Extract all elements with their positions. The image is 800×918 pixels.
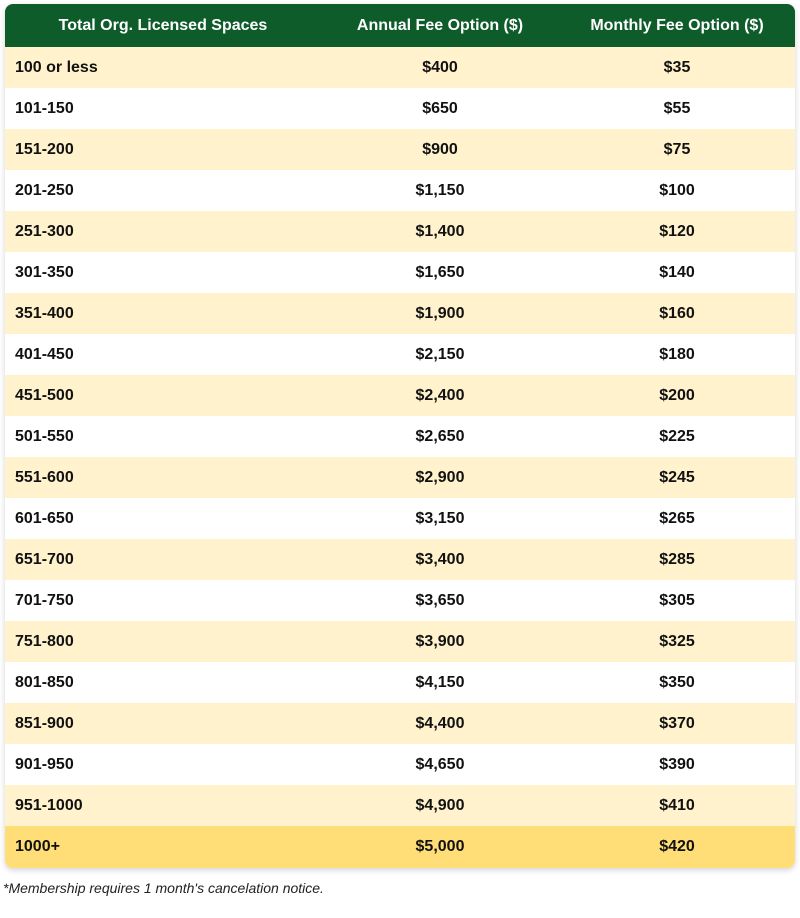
cell-licensed-spaces: 651-700 <box>15 550 74 568</box>
table-row <box>5 662 795 703</box>
table-body <box>5 47 795 868</box>
cell-licensed-spaces: 151-200 <box>15 140 74 158</box>
cell-annual-fee: $4,400 <box>415 714 465 732</box>
cell-licensed-spaces: 451-500 <box>15 386 74 404</box>
cell-licensed-spaces: 101-150 <box>15 99 74 117</box>
cell-monthly-fee: $305 <box>659 591 695 609</box>
cell-monthly-fee: $225 <box>659 427 695 445</box>
table-row <box>5 47 795 88</box>
cell-monthly-fee: $120 <box>659 222 695 240</box>
cell-annual-fee: $4,150 <box>415 673 465 691</box>
cell-annual-fee: $3,650 <box>415 591 465 609</box>
header-monthly-fee: Monthly Fee Option ($) <box>559 4 795 47</box>
table-row <box>5 334 795 375</box>
cell-annual-fee: $4,900 <box>415 796 465 814</box>
table-row <box>5 293 795 334</box>
cell-monthly-fee: $420 <box>659 838 695 855</box>
cell-annual-fee: $3,150 <box>415 509 465 527</box>
table-row <box>5 539 795 580</box>
table-row <box>5 129 795 170</box>
table-row <box>5 826 795 868</box>
table-row <box>5 88 795 129</box>
cell-monthly-fee: $350 <box>659 673 695 691</box>
table-row <box>5 785 795 826</box>
cell-licensed-spaces: 551-600 <box>15 468 74 486</box>
table-row <box>5 580 795 621</box>
cell-annual-fee: $5,000 <box>415 838 465 855</box>
cell-monthly-fee: $160 <box>659 304 695 322</box>
cell-annual-fee: $650 <box>422 99 458 117</box>
cell-monthly-fee: $410 <box>659 796 695 814</box>
cell-annual-fee: $2,400 <box>415 386 465 404</box>
membership-footnote: *Membership requires 1 month's cancelation notice. <box>3 880 324 896</box>
cell-monthly-fee: $390 <box>659 755 695 773</box>
cell-licensed-spaces: 301-350 <box>15 263 74 281</box>
cell-monthly-fee: $245 <box>659 468 695 486</box>
cell-annual-fee: $2,650 <box>415 427 465 445</box>
cell-monthly-fee: $285 <box>659 550 695 568</box>
cell-monthly-fee: $100 <box>659 181 695 199</box>
cell-annual-fee: $2,900 <box>415 468 465 486</box>
cell-monthly-fee: $35 <box>663 58 691 76</box>
cell-monthly-fee: $180 <box>659 345 695 363</box>
cell-licensed-spaces: 751-800 <box>15 632 74 650</box>
cell-monthly-fee: $55 <box>663 99 691 117</box>
table-row <box>5 703 795 744</box>
cell-licensed-spaces: 951-1000 <box>15 796 83 814</box>
cell-annual-fee: $4,650 <box>415 755 465 773</box>
cell-licensed-spaces: 1000+ <box>15 838 60 855</box>
cell-licensed-spaces: 201-250 <box>15 181 74 199</box>
cell-annual-fee: $900 <box>422 140 458 158</box>
cell-monthly-fee: $265 <box>659 509 695 527</box>
cell-monthly-fee: $200 <box>659 386 695 404</box>
cell-annual-fee: $400 <box>422 58 458 76</box>
table-row <box>5 416 795 457</box>
cell-annual-fee: $3,400 <box>415 550 465 568</box>
cell-monthly-fee: $370 <box>659 714 695 732</box>
table-row <box>5 170 795 211</box>
pricing-table-card <box>5 4 795 868</box>
table-row <box>5 457 795 498</box>
table-row <box>5 375 795 416</box>
table-header-row <box>5 4 795 47</box>
header-licensed-spaces: Total Org. Licensed Spaces <box>5 4 321 47</box>
table-row <box>5 498 795 539</box>
table-row <box>5 621 795 662</box>
cell-annual-fee: $3,900 <box>415 632 465 650</box>
table-row <box>5 252 795 293</box>
header-annual-fee: Annual Fee Option ($) <box>321 4 559 47</box>
cell-monthly-fee: $75 <box>663 140 691 158</box>
table-row <box>5 744 795 785</box>
pricing-table <box>5 4 795 868</box>
cell-annual-fee: $1,150 <box>415 181 465 199</box>
cell-licensed-spaces: 351-400 <box>15 304 74 322</box>
cell-licensed-spaces: 851-900 <box>15 714 74 732</box>
cell-licensed-spaces: 701-750 <box>15 591 74 609</box>
cell-annual-fee: $1,650 <box>415 263 465 281</box>
cell-licensed-spaces: 801-850 <box>15 673 74 691</box>
cell-monthly-fee: $325 <box>659 632 695 650</box>
cell-licensed-spaces: 901-950 <box>15 755 74 773</box>
cell-annual-fee: $1,400 <box>415 222 465 240</box>
cell-licensed-spaces: 501-550 <box>15 427 74 445</box>
table-row <box>5 211 795 252</box>
cell-licensed-spaces: 401-450 <box>15 345 74 363</box>
cell-monthly-fee: $140 <box>659 263 695 281</box>
cell-licensed-spaces: 251-300 <box>15 222 74 240</box>
cell-licensed-spaces: 100 or less <box>15 58 98 76</box>
cell-annual-fee: $2,150 <box>415 345 465 363</box>
cell-annual-fee: $1,900 <box>415 304 465 322</box>
cell-licensed-spaces: 601-650 <box>15 509 74 527</box>
